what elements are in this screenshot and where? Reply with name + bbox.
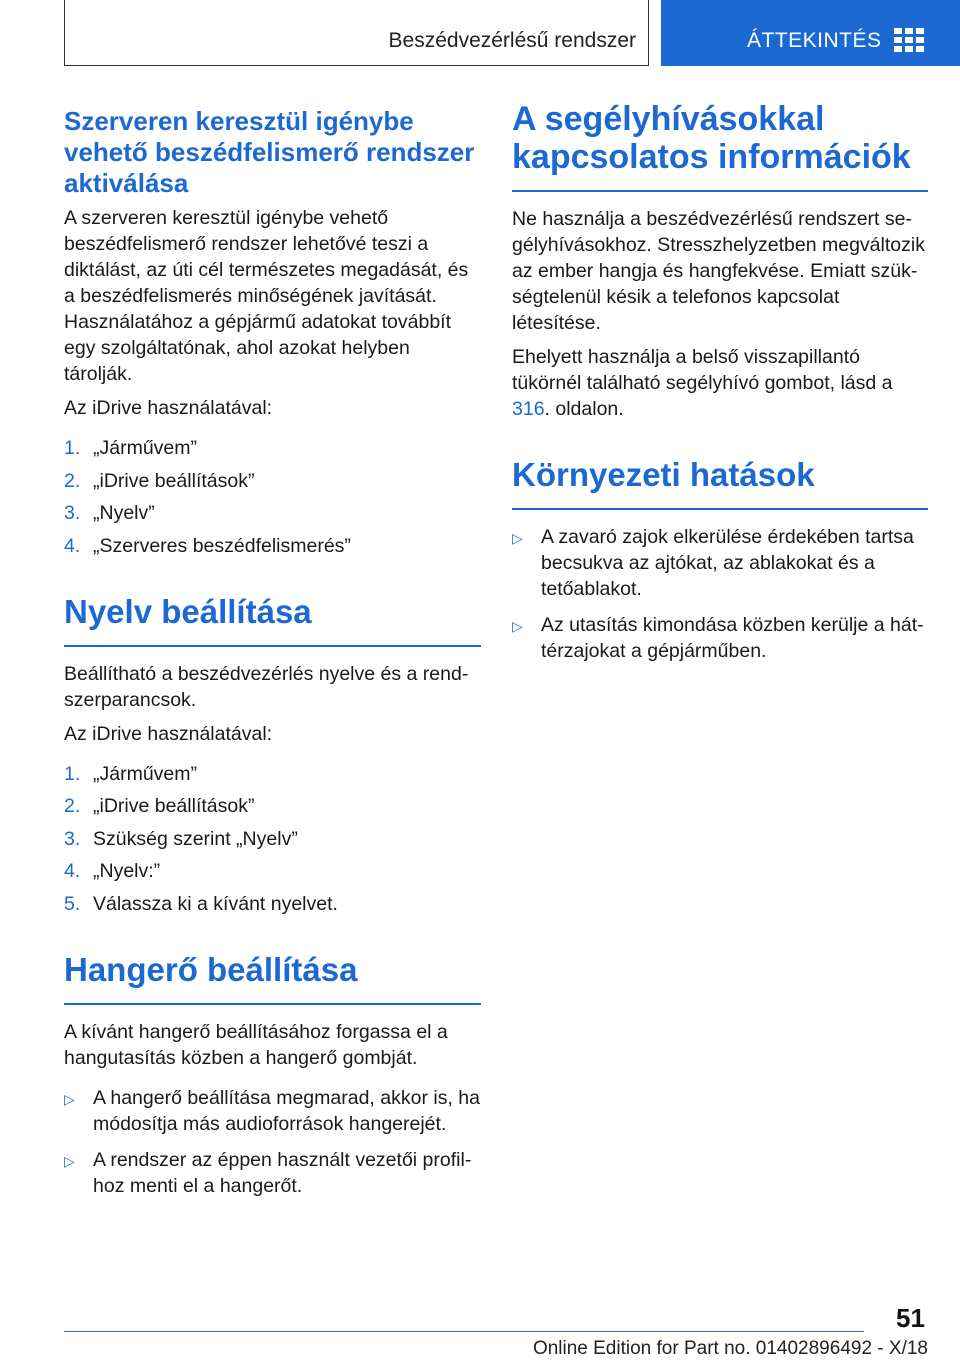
step-item [64, 793, 481, 819]
page-reference-link[interactable]: 316 [512, 398, 545, 420]
bullet-item [64, 1085, 481, 1137]
step-item [64, 826, 481, 852]
step-item [64, 533, 481, 559]
volume-paragraph: A kívánt hangerő beállításához forgassa el a hangutasítás közben a hangerő gombját. [64, 1020, 448, 1069]
step-number: 4. [64, 534, 81, 557]
bullet-item [64, 1147, 481, 1199]
step-item [64, 500, 481, 526]
step-number: 2. [64, 469, 81, 492]
step-number: 5. [64, 892, 81, 915]
emergency-paragraph-2 [512, 344, 928, 422]
left-column [64, 100, 481, 1209]
step-text: Szükség szerint „Nyelv” [93, 827, 298, 850]
environment-bullets [512, 524, 928, 664]
server-recognition-heading: Szerveren keresztül igénybe vehető beszédfelismerő rendszer aktiválása [64, 106, 475, 198]
right-column [512, 100, 928, 674]
step-item [64, 891, 481, 917]
bullet-item [512, 524, 928, 602]
volume-bullets [64, 1085, 481, 1199]
step-text: „Járművem” [93, 762, 198, 785]
server-recognition-intro: Az iDrive használatával: [64, 397, 273, 419]
overview-tab[interactable] [661, 0, 960, 66]
emergency-text-before: Ehelyett használja a belső visszapillantó tükörnél található segélyhívó gombot, lásd a [512, 346, 893, 394]
step-text: „Nyelv” [93, 502, 155, 524]
triangle-bullet-icon: ▷ [512, 530, 523, 546]
page-number: 51 [896, 1303, 925, 1333]
step-text: „iDrive beállítások” [93, 795, 255, 817]
step-number: 4. [64, 860, 81, 882]
step-text: Válassza ki a kívánt nyelvet. [93, 892, 338, 915]
step-item [64, 761, 481, 787]
language-paragraph: Beállítható a beszédvezérlés nyelve és a rendszerparancsok. [64, 662, 469, 711]
triangle-bullet-icon: ▷ [64, 1152, 75, 1169]
step-text: „Szerveres beszédfelismerés” [93, 534, 351, 557]
language-steps [64, 761, 481, 917]
language-intro: Az iDrive használatával: [64, 722, 273, 745]
step-number: 3. [64, 502, 81, 524]
step-text: „Járművem” [93, 437, 198, 459]
bullet-text: Az utasítás kimondása közben kerülje a háttérzajokat a gépjárműben. [541, 614, 924, 662]
edition-footer: Online Edition for Part no. 01402896492 - X/18 [532, 1338, 928, 1359]
emergency-text-after: . oldalon. [544, 398, 624, 420]
page-header [0, 0, 960, 66]
volume-heading: Hangerő beállítása [64, 951, 481, 1005]
server-recognition-steps [64, 435, 481, 559]
step-text: „iDrive beállítások” [93, 469, 255, 492]
step-number: 2. [64, 795, 81, 817]
step-item [64, 435, 481, 461]
step-text: „Nyelv:” [93, 860, 161, 882]
server-recognition-paragraph: A szerveren keresztül igénybe vehető beszédfelismerő rendszer lehetővé teszi a diktálást, az úti cél természetes megadását, és a beszédfelismerés minőségének javítását. Használatához a gépjármű adatokat továbbít egy szolgáltatónak, ahol azokat helyben tárolják. [64, 207, 469, 385]
overview-tab-label: ÁTTEKINTÉS [747, 29, 882, 52]
step-number: 1. [64, 437, 81, 459]
bullet-text: A zavaró zajok elkerülése érdekében tartsa becsukva az ajtókat, az ablakokat és a tetőablakot. [541, 526, 914, 600]
bullet-text: A hangerő beállítása megmarad, akkor is, ha módosítja más audioforrások hangerejét. [93, 1086, 480, 1135]
emergency-heading: A segélyhívásokkal kapcsolatos információk [512, 100, 928, 192]
bullet-text: A rendszer az éppen használt vezetői profilhoz menti el a hangerőt. [93, 1148, 472, 1197]
emergency-paragraph: Ne használja a beszédvezérlésű rendszert segélyhívásokhoz. Stresszhelyzetben megváltozik az ember hangja és hangfekvése. Emiatt szükségtelenül késik a telefonos kapcsolat létesítése. [512, 208, 925, 334]
step-item [64, 468, 481, 494]
environment-heading: Környezeti hatások [512, 456, 928, 510]
triangle-bullet-icon: ▷ [64, 1090, 75, 1107]
step-item [64, 858, 481, 884]
header-section-title: Beszédvezérlésű rendszer [388, 29, 636, 52]
header-section-box [64, 0, 649, 66]
step-number: 3. [64, 827, 81, 850]
bullet-item [512, 612, 928, 664]
triangle-bullet-icon: ▷ [512, 618, 523, 634]
language-heading: Nyelv beállítása [64, 593, 481, 647]
step-number: 1. [64, 762, 81, 785]
grid-menu-icon[interactable] [894, 28, 924, 54]
footer-divider [64, 1331, 864, 1332]
